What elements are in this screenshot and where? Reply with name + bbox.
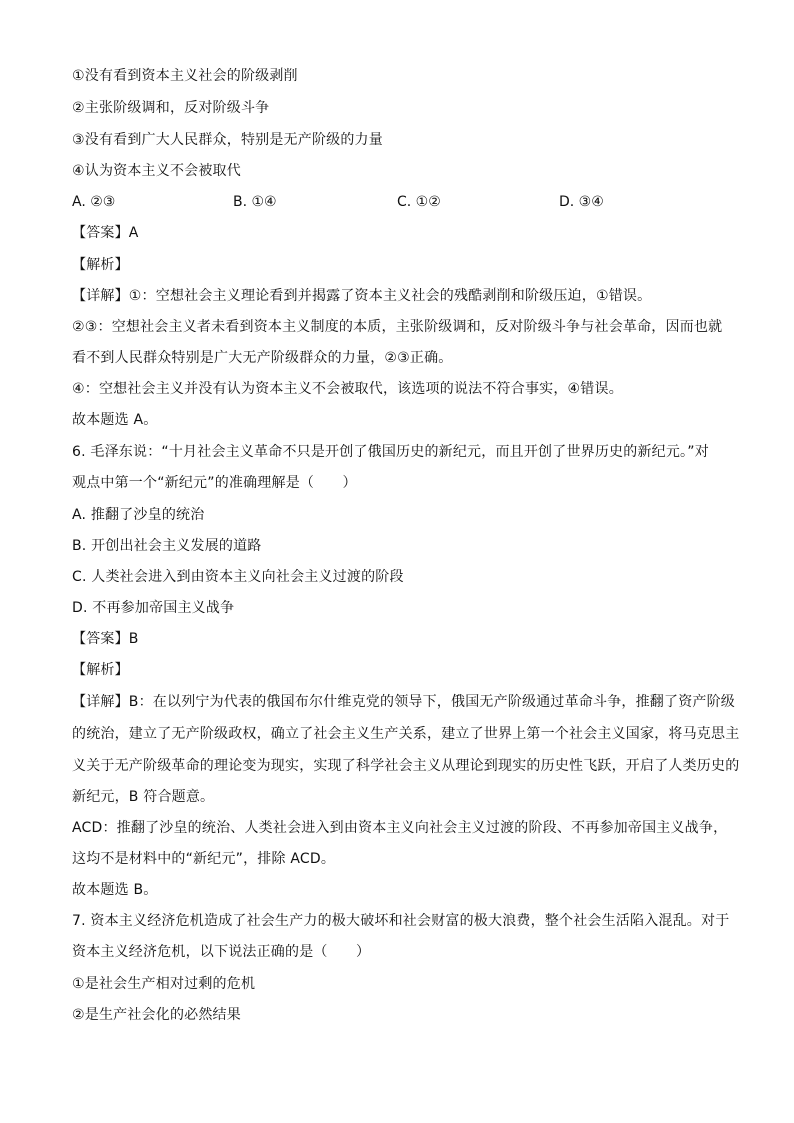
q7-item-2: ②是生产社会化的必然结果 xyxy=(72,1007,241,1023)
q5-detail-line: ④：空想社会主义并没有认为资本主义不会被取代，该选项的说法不符合事实，④错误。 xyxy=(72,381,623,397)
q5-item-3: ③没有看到广大人民群众，特别是无产阶级的力量 xyxy=(72,132,383,148)
q6-detail-line: 的统治，建立了无产阶级政权，确立了社会主义生产关系，建立了世界上第一个社会主义国家，将马克思主 xyxy=(72,726,740,742)
q6-conclusion: 故本题选 B。 xyxy=(72,882,158,898)
q6-answer: 【答案】B xyxy=(72,631,139,647)
q6-detail-line: 【详解】B：在以列宁为代表的俄国布尔什维克党的领导下，俄国无产阶级通过革命斗争，推翻了资产阶级 xyxy=(72,694,736,710)
q5-option-a: A. ②③ xyxy=(72,194,116,210)
q5-option-c: C. ①② xyxy=(397,194,441,210)
q6-stem-line: 观点中第一个“新纪元”的准确理解是（ ） xyxy=(72,475,357,491)
q6-detail-line: 新纪元，B 符合题意。 xyxy=(72,789,215,805)
q5-option-b: B. ①④ xyxy=(233,194,277,210)
q7-item-1: ①是社会生产相对过剩的危机 xyxy=(72,976,256,992)
q5-option-d: D. ③④ xyxy=(559,194,604,210)
q6-detail-line: 这均不是材料中的“新纪元”，排除 ACD。 xyxy=(72,851,336,867)
q5-detail-line: 【详解】①：空想社会主义理论看到并揭露了资本主义社会的残酷剥削和阶级压迫，①错误。 xyxy=(72,288,652,304)
q5-item-4: ④认为资本主义不会被取代 xyxy=(72,163,241,179)
q5-analysis-label: 【解析】 xyxy=(72,257,129,273)
q6-detail-line: ACD：推翻了沙皇的统治、人类社会进入到由资本主义向社会主义过渡的阶段、不再参加帝国主义战争， xyxy=(72,820,728,836)
q5-item-1: ①没有看到资本主义社会的阶级剥削 xyxy=(72,68,298,84)
q6-option-d: D. 不再参加帝国主义战争 xyxy=(72,600,235,616)
q6-option-b: B. 开创出社会主义发展的道路 xyxy=(72,538,262,554)
q6-analysis-label: 【解析】 xyxy=(72,662,129,678)
q5-detail-line: 看不到人民群众特别是广大无产阶级群众的力量，②③正确。 xyxy=(72,350,453,366)
q7-stem-line: 资本主义经济危机，以下说法正确的是（ ） xyxy=(72,944,371,960)
q6-detail-line: 义关于无产阶级革命的理论变为现实，实现了科学社会主义从理论到现实的历史性飞跃，开启了人类历史的 xyxy=(72,758,740,774)
q6-option-c: C. 人类社会进入到由资本主义向社会主义过渡的阶段 xyxy=(72,569,404,585)
q7-stem-line: 7. 资本主义经济危机造成了社会生产力的极大破坏和社会财富的极大浪费，整个社会生活陷入混乱。对于 xyxy=(72,913,730,929)
q5-item-2: ②主张阶级调和，反对阶级斗争 xyxy=(72,100,270,116)
q5-detail-line: ②③：空想社会主义者未看到资本主义制度的本质，主张阶级调和，反对阶级斗争与社会革命，因而也就 xyxy=(72,319,723,335)
q5-conclusion: 故本题选 A。 xyxy=(72,412,158,428)
q6-option-a: A. 推翻了沙皇的统治 xyxy=(72,507,205,523)
q5-answer: 【答案】A xyxy=(72,225,139,241)
q6-stem-line: 6. 毛泽东说：“十月社会主义革命不只是开创了俄国历史的新纪元，而且开创了世界历史的新纪元。”对 xyxy=(72,444,709,460)
